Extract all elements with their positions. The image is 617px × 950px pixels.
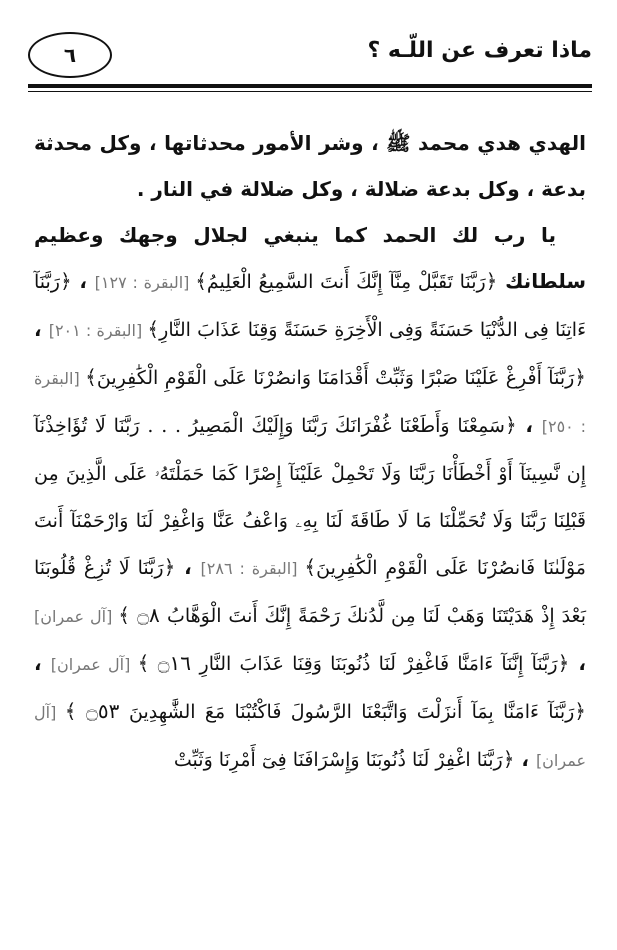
paragraph (34, 120, 586, 212)
body-text (34, 120, 586, 784)
verse-reference: [آل عمران] (34, 703, 586, 770)
body-run: الهدي هدي محمد ﷺ ، وشر الأمور محدثاتها ، وكل محدثة بدعة ، وكل بدعة ضلالة ، وكل ضلالة في النار . (34, 131, 586, 201)
running-title: ماذا تعرف عن اللّـه ؟ (367, 38, 592, 63)
verse-bracket: ﴿ (557, 651, 570, 675)
verse-bracket: ﴿ (574, 699, 587, 723)
body-run: ، (175, 555, 201, 579)
body-run: ، (71, 269, 95, 293)
header-rule-thick (28, 84, 592, 88)
verse-bracket: ﴿ (502, 747, 515, 771)
verse-bracket: ۝٨ ﴾ (118, 603, 167, 627)
page-header (28, 30, 592, 82)
page-number: ٦ (28, 32, 112, 78)
verse-bracket: ﴾ (195, 269, 207, 293)
paragraph (34, 212, 586, 784)
quran-verse: رَبَّنَا تَقَبَّلْ مِنَّآ إِنَّكَ أَنتَ السَّمِيعُ الْعَلِيمُ (206, 271, 486, 293)
verse-bracket: ﴿ (163, 555, 176, 579)
verse-bracket: ﴿ (504, 413, 517, 437)
verse-reference: [البقرة : ٢٨٦] (200, 559, 305, 578)
verse-bracket: ﴿ (60, 269, 72, 293)
verse-reference: [آل عمران] (34, 607, 119, 626)
quran-verse: رَبَّنَا لَا تُزِغْ قُلُوبَنَا بَعْدَ إِذْ هَدَيْتَنَا وَهَبْ لَنَا مِن لَّدُنكَ رَحْمَةً إِنَّكَ أَنتَ الْوَهَّابُ (34, 557, 587, 627)
verse-bracket: ۝٥٣ ﴾ (64, 699, 130, 723)
header-rule-thin (28, 91, 592, 92)
quran-verse: سَمِعْنَا وَأَطَعْنَا غُفْرَانَكَ رَبَّنَا وَإِلَيْكَ الْمَصِيرُ . . . رَبَّنَا لَا تُؤَاخِذْنَآ إِن نَّسِينَآ أَوْ أَخْطَأْنَا رَبَّنَا وَلَا تَحْمِلْ عَلَيْنَآ إِصْرًا كَمَا حَمَلْتَهُۥ عَلَى الَّذِينَ مِن قَبْلِنَا رَبَّنَا وَلَا تُحَمِّلْنَا مَا لَا طَاقَةَ لَنَا بِهِۦ وَاعْفُ عَنَّا وَاغْفِرْ لَنَا وَارْحَمْنَآ أَنتَ مَوْلَىٰنَا فَانصُرْنَا عَلَى الْقَوْمِ الْكَٰفِرِينَ (34, 415, 586, 579)
verse-bracket: ﴾ (85, 365, 97, 389)
quran-verse: رَبَّنَآ إِنَّنَآ ءَامَنَّا فَاغْفِرْ لَنَا ذُنُوبَنَا وَقِنَا عَذَابَ النَّارِ (199, 653, 558, 675)
verse-reference: [البقرة : ٢٠١] (48, 321, 148, 340)
quran-verse: رَبَّنَآ أَفْرِغْ عَلَيْنَا صَبْرًا وَثَبِّتْ أَقْدَامَنَا وَانصُرْنَا عَلَى الْقَوْمِ الْكَٰفِرِينَ (96, 367, 575, 389)
verse-reference: [آل عمران] (50, 655, 138, 674)
body-run: ، (34, 317, 49, 341)
body-run: ، (514, 747, 536, 771)
body-run: يا رب لك الحمد كما ينبغي لجلال وجهك وعظيم سلطانك (34, 223, 587, 293)
body-run: ، (516, 413, 542, 437)
verse-reference: [البقرة : ٢٥٠] (34, 369, 586, 436)
quran-verse: رَبَّنَآ ءَاتِنَا فِى الدُّنْيَا حَسَنَةً وَفِى الْأَخِرَةِ حَسَنَةً وَقِنَا عَذَابَ النَّارِ (34, 271, 587, 341)
verse-bracket: ﴿ (485, 269, 498, 293)
verse-bracket: ﴿ (574, 365, 587, 389)
verse-bracket: ۝١٦ ﴾ (137, 651, 200, 675)
verse-bracket: ﴾ (304, 555, 317, 579)
body-run: ، (34, 651, 51, 675)
verse-bracket: ﴾ (147, 317, 160, 341)
quran-verse: رَبَّنَا اغْفِرْ لَنَا ذُنُوبَنَا وَإِسْرَافَنَا فِىٓ أَمْرِنَا وَثَبِّتْ (173, 749, 503, 771)
body-run: ، (569, 651, 587, 675)
verse-reference: [البقرة : ١٢٧] (94, 273, 196, 292)
quran-verse: رَبَّنَآ ءَامَنَّا بِمَآ أَنزَلْتَ وَاتَّبَعْنَا الرَّسُولَ فَاكْتُبْنَا مَعَ الشَّٰهِدِينَ (129, 701, 575, 723)
